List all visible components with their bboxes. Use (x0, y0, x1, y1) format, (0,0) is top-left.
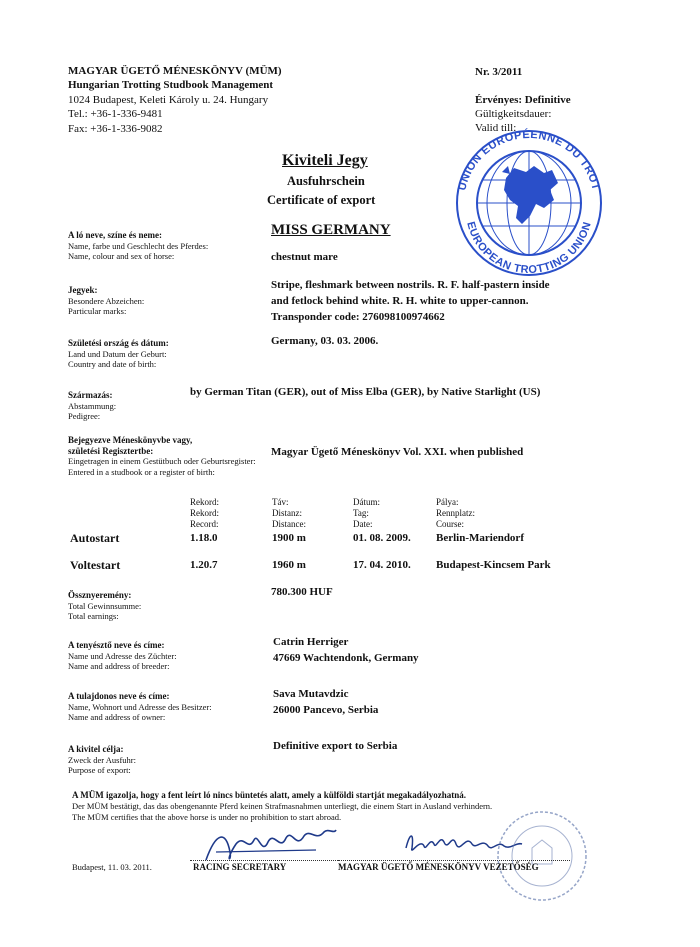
globe-europe-icon (444, 128, 614, 278)
course-col-header (436, 497, 475, 530)
record-row-course: Berlin-Mariendorf (436, 532, 524, 544)
breeder-label-hu: A tenyésztő neve és címe: (68, 640, 165, 650)
org-name-hu: MAGYAR ÜGETŐ MÉNESKÖNYV (MÜM) (68, 65, 282, 77)
certify-de: Der MÜM bestätigt, das das obengenannte Pferd keinen Strafmasnahmen unterliegt, die einem Start in Ausland verhindern. (72, 801, 493, 811)
horse-label-en: Name, colour and sex of horse: (68, 251, 175, 261)
register-label-hu-1: Bejegyezve Méneskönyvbe vagy, (68, 435, 193, 445)
marks-value (271, 277, 550, 325)
owner-value (273, 686, 378, 718)
breeder-labels (68, 640, 177, 672)
date-col-header (353, 497, 380, 530)
record-col-hu: Rekord: (190, 497, 219, 507)
owner-address: 26000 Pancevo, Serbia (273, 704, 379, 716)
validity-hu: Érvényes: Definitive (475, 94, 571, 106)
owner-label-de: Name, Wohnort und Adresse des Besitzer: (68, 701, 212, 712)
org-name-en: Hungarian Trotting Studbook Management (68, 79, 274, 91)
pedigree-label-hu: Származás: (68, 390, 113, 400)
earnings-label-hu: Össznyeremény: (68, 590, 132, 600)
record-row-distance: 1960 m (272, 559, 306, 571)
official-stamp (494, 808, 590, 904)
record-row-record: 1.20.7 (190, 559, 218, 571)
earnings-label-en: Total earnings: (68, 611, 119, 621)
marks-line-3: Transponder code: 276098100974662 (271, 311, 445, 323)
certify-en: The MÜM certifies that the above horse is under no prohibition to start abroad. (72, 812, 342, 822)
purpose-label-hu: A kivitel célja: (68, 744, 124, 754)
marks-labels (68, 285, 144, 317)
pedigree-value: by German Titan (GER), out of Miss Elba (GER), by Native Starlight (US) (190, 386, 541, 398)
org-tel: Tel.: +36-1-336-9481 (68, 108, 163, 120)
marks-line-1: Stripe, fleshmark between nostrils. R. F. half-pastern inside (271, 279, 550, 291)
earnings-label-de: Total Gewinnsumme: (68, 600, 142, 611)
etu-seal (444, 128, 614, 278)
owner-label-en: Name and address of owner: (68, 712, 166, 722)
owner-labels (68, 691, 212, 723)
marks-label-hu: Jegyek: (68, 285, 98, 295)
distance-col-de: Distanz: (272, 508, 302, 518)
record-col-en: Record: (190, 519, 219, 529)
place-date: Budapest, 11. 03. 2011. (72, 862, 152, 872)
register-value: Magyar Ügető Méneskönyv Vol. XXI. when published (271, 446, 524, 458)
owner-name: Sava Mutavdzic (273, 688, 349, 700)
breeder-label-de: Name und Adresse des Züchter: (68, 650, 177, 661)
breeder-address: 47669 Wachtendonk, Germany (273, 652, 419, 664)
birth-label-en: Country and date of birth: (68, 359, 157, 369)
breeder-label-en: Name and address of breeder: (68, 661, 170, 671)
certify-hu: A MÜM igazolja, hogy a fent leírt ló nincs büntetés alatt, amely a külföldi startját megakadályozhatná. (72, 790, 466, 800)
birth-label-hu: Születési ország és dátum: (68, 338, 169, 348)
birth-value: Germany, 03. 03. 2006. (271, 335, 379, 347)
owner-label-hu: A tulajdonos neve és címe: (68, 691, 170, 701)
course-col-hu: Pálya: (436, 497, 459, 507)
marks-line-2: and fetlock behind white. R. H. white to upper-cannon. (271, 295, 529, 307)
record-row-course: Budapest-Kincsem Park (436, 559, 551, 571)
course-col-en: Course: (436, 519, 464, 529)
date-col-hu: Dátum: (353, 497, 380, 507)
breeder-name: Catrin Herriger (273, 636, 349, 648)
pedigree-label-en: Pedigree: (68, 411, 101, 421)
record-row-date: 01. 08. 2009. (353, 532, 411, 544)
horse-label-de: Name, farbe und Geschlecht des Pferdes: (68, 240, 209, 251)
horse-label-hu: A ló neve, színe és neme: (68, 230, 162, 240)
org-address: 1024 Budapest, Keleti Károly u. 24. Hungary (68, 94, 269, 106)
earnings-value: 780.300 HUF (271, 586, 333, 598)
signature-line-1 (190, 860, 338, 861)
horse-color-sex: chestnut mare (271, 251, 338, 263)
title-en: Certificate of export (267, 193, 376, 207)
birth-label-de: Land und Datum der Geburt: (68, 348, 167, 359)
record-row-date: 17. 04. 2010. (353, 559, 411, 571)
purpose-label-de: Zweck der Ausfuhr: (68, 754, 136, 765)
marks-label-de: Besondere Abzeichen: (68, 295, 145, 306)
validity-en: Valid till: (475, 122, 517, 134)
seal-bottom-text: EUROPEAN TROTTING UNION (464, 220, 594, 277)
earnings-labels (68, 590, 141, 622)
pedigree-label-de: Abstammung: (68, 400, 117, 411)
studbook-director-title: MAGYAR ÜGETŐ MÉNESKÖNYV VEZETŐSÉG (338, 862, 539, 872)
marks-label-en: Particular marks: (68, 306, 127, 316)
register-label-en: Entered in a studbook or a register of birth: (68, 466, 215, 477)
pedigree-labels (68, 390, 116, 422)
register-labels (68, 435, 256, 477)
certificate-number: Nr. 3/2011 (475, 66, 523, 78)
record-row-type: Autostart (70, 531, 120, 545)
horse-labels (68, 230, 208, 262)
org-fax: Fax: +36-1-336-9082 (68, 123, 163, 135)
signature-line-2 (338, 860, 570, 861)
distance-col-hu: Táv: (272, 497, 289, 507)
purpose-labels (68, 744, 136, 776)
distance-col-en: Distance: (272, 519, 306, 529)
horse-name: MISS GERMANY (271, 222, 391, 238)
purpose-label-en: Purpose of export: (68, 765, 131, 775)
title-de: Ausfuhrschein (287, 174, 365, 188)
racing-secretary-title: RACING SECRETARY (193, 862, 287, 872)
title-hu: Kiviteli Jegy (282, 152, 368, 169)
distance-col-header (272, 497, 306, 530)
seal-top-text: UNION EUROPÉENNE DU TROT (456, 128, 602, 192)
record-col-de: Rekord: (190, 508, 219, 518)
certification-text (72, 790, 492, 823)
register-label-de: Eingetragen in einem Gestütbuch oder Geburtsregister: (68, 456, 256, 466)
validity-de: Gültigkeitsdauer: (475, 108, 552, 120)
date-col-en: Date: (353, 519, 373, 529)
register-label-hu-2: születési Regisztertbe: (68, 445, 154, 456)
record-col-header (190, 497, 219, 530)
course-col-de: Rennplatz: (436, 508, 475, 518)
record-row-type: Voltestart (70, 558, 121, 572)
record-row-distance: 1900 m (272, 532, 306, 544)
date-col-de: Tag: (353, 508, 369, 518)
record-row-record: 1.18.0 (190, 532, 218, 544)
birth-labels (68, 338, 169, 370)
breeder-value (273, 634, 419, 666)
purpose-value: Definitive export to Serbia (273, 740, 398, 752)
